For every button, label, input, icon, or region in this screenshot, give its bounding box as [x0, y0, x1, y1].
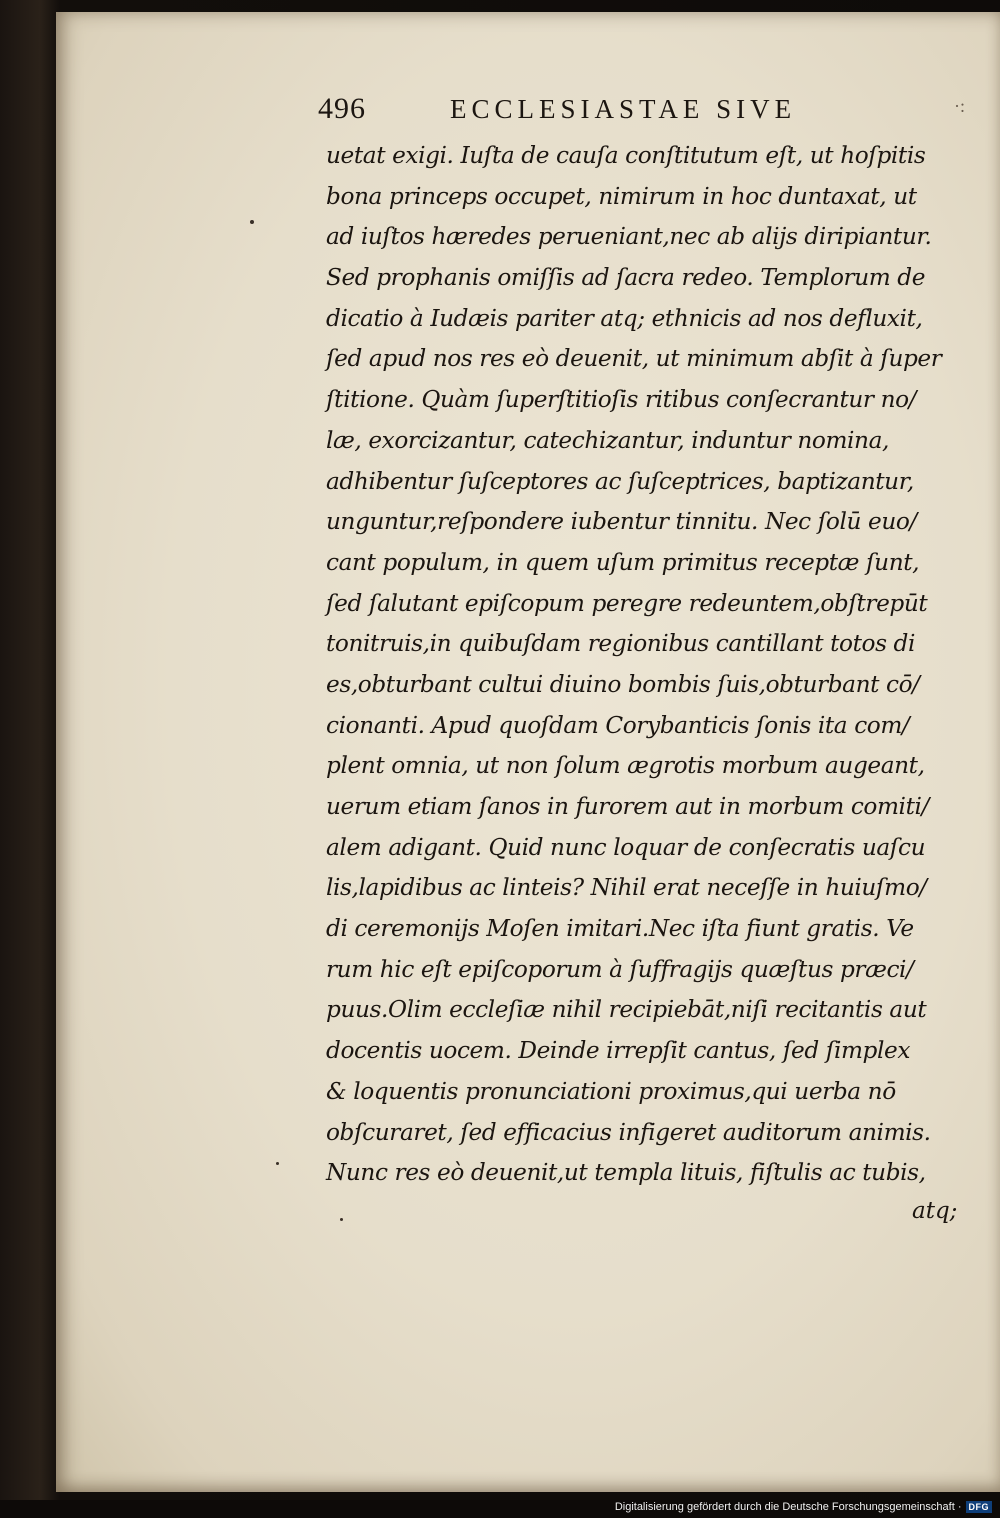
text-line: obſcuraret, ſed efficacius infigeret auditorum animis.	[326, 1118, 931, 1146]
text-line: ſed apud nos res eò deuenit, ut minimum abſit à ſuper	[326, 345, 942, 373]
dfg-logo: DFG	[966, 1501, 993, 1513]
text-line: bona princeps occupet, nimirum in hoc duntaxat, ut	[326, 182, 917, 210]
text-line: cant populum, in quem uſum primitus receptæ ſunt,	[326, 548, 920, 576]
ink-speck	[276, 1162, 279, 1165]
running-head	[318, 92, 965, 132]
page-number: 496	[318, 92, 366, 125]
text-line: adhibentur ſuſceptores ac ſuſceptrices, baptizantur,	[326, 467, 914, 495]
text-line: dicatio à Iudæis pariter atq; ethnicis ad nos defluxit,	[326, 304, 923, 332]
text-line: ſed ſalutant epiſcopum peregre redeuntem,obſtrepūt	[326, 589, 928, 617]
text-line: & loquentis pronunciationi proximus,qui uerba nō	[326, 1077, 896, 1105]
credit-text: Digitalisierung gefördert durch die Deutsche Forschungsgemeinschaft ·	[614, 1501, 962, 1513]
text-line: rum hic eſt epiſcoporum à ſuffragijs quæſtus præci/	[326, 955, 914, 983]
text-line: cionanti. Apud quoſdam Corybanticis ſonis ita com/	[326, 711, 910, 739]
text-line: læ, exorcizantur, catechizantur, induntur nomina,	[326, 426, 889, 454]
ink-speck	[250, 220, 254, 224]
text-line: puus.Olim eccleſiæ nihil recipiebāt,niſi recitantis aut	[326, 996, 927, 1024]
text-line: alem adigant. Quid nunc loquar de conſecratis uaſcu	[326, 833, 926, 861]
text-line: tonitruis,in quibuſdam regionibus cantillant totos di	[326, 630, 916, 658]
text-line: ſtitione. Quàm ſuperſtitioſis ritibus conſecrantur no/	[326, 386, 917, 414]
digitization-credit	[615, 1501, 992, 1513]
text-line: di ceremonijs Moſen imitari.Nec iſta fiunt gratis. Ve	[326, 915, 914, 943]
running-title: ECCLESIASTAE SIVE	[450, 94, 797, 124]
text-line: lis,lapidibus ac linteis? Nihil erat neceſſe in huiuſmo/	[326, 874, 927, 902]
text-line: ad iuſtos hæredes perueniant,nec ab alijs diripiantur.	[326, 223, 932, 251]
body-text	[326, 136, 976, 1194]
margin-mark: ·:	[954, 96, 965, 116]
catchword: atq;	[912, 1198, 958, 1224]
text-line: docentis uocem. Deinde irrepſit cantus, ſed ſimplex	[326, 1037, 911, 1065]
text-line: uetat exigi. Iuſta de cauſa conſtitutum eſt, ut hoſpitis	[326, 142, 926, 169]
text-line: es,obturbant cultui diuino bombis ſuis,obturbant cō/	[326, 670, 920, 698]
text-line: Nunc res eò deuenit,ut templa lituis, fiſtulis ac tubis,	[326, 1159, 926, 1187]
text-line: unguntur,reſpondere iubentur tinnitu. Nec ſolū euo/	[326, 508, 917, 536]
ink-speck	[340, 1218, 343, 1221]
text-line: plent omnia, ut non ſolum ægrotis morbum augeant,	[326, 752, 925, 780]
text-line: uerum etiam ſanos in furorem aut in morbum comiti/	[326, 793, 929, 820]
text-line: Sed prophanis omiſſis ad ſacra redeo. Templorum de	[326, 264, 926, 292]
